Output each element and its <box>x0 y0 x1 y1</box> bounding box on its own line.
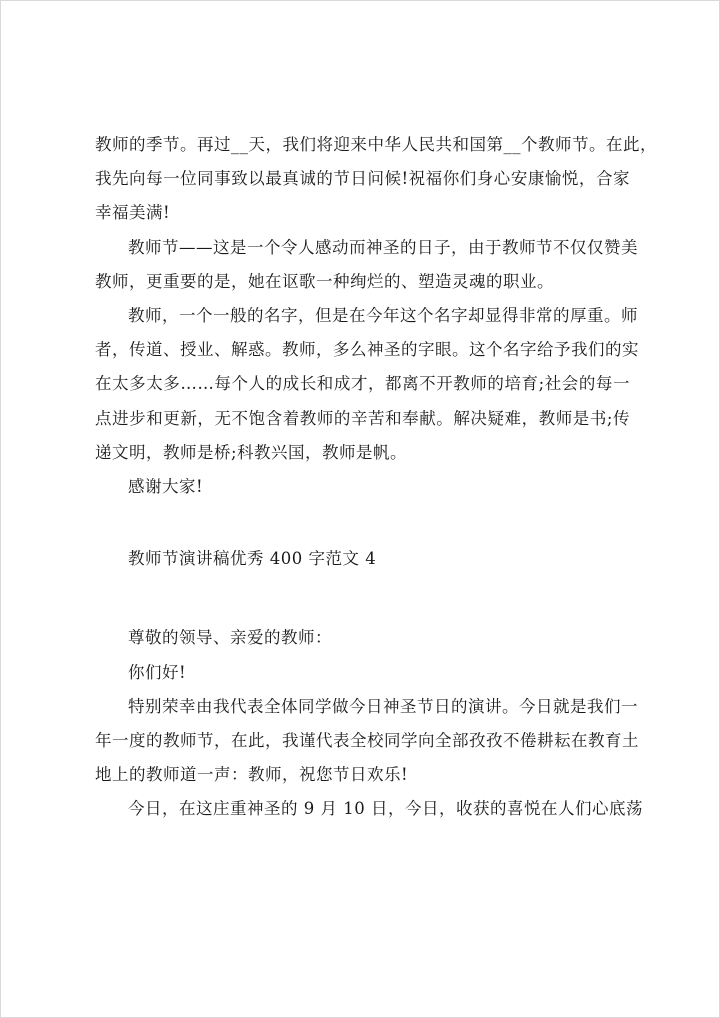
text-line: 者，传道、授业、解惑。教师，多么神圣的字眼。这个名字给予我们的实 <box>95 340 639 360</box>
salutation <box>95 621 630 655</box>
text-line: 你们好! <box>128 662 187 682</box>
text-line: 我先向每一位同事致以最真诚的节日问候!祝福你们身心安康愉悦，合家 <box>95 169 630 189</box>
text-line: 感谢大家! <box>128 477 204 497</box>
text-line: 点进步和更新，无不饱含着教师的辛苦和奉献。解决疑难，教师是书;传 <box>95 408 630 428</box>
text-line: 尊敬的领导、亲爱的教师： <box>128 628 332 648</box>
paragraph-6 <box>95 792 643 826</box>
heading-text: 教师节演讲稿优秀 400 字范文 4 <box>128 549 377 569</box>
text-line: 递文明，教师是桥;科教兴国，教师是帆。 <box>95 442 408 462</box>
paragraph-1 <box>95 128 657 231</box>
paragraph-4 <box>95 470 630 504</box>
text-line: 教师的季节。再过__天，我们将迎来中华人民共和国第__个教师节。在此， <box>95 135 657 154</box>
document-body <box>95 128 657 827</box>
text-line: 今日，在这庄重神圣的 9 月 10 日，今日，收获的喜悦在人们心底荡 <box>128 799 643 819</box>
text-line: 在太多太多……每个人的成长和成才，都离不开教师的培育;社会的每一 <box>95 374 630 394</box>
paragraph-3 <box>95 299 639 470</box>
text-line: 地上的教师道一声：教师，祝您节日欢乐! <box>95 765 409 785</box>
text-line: 幸福美满! <box>95 203 171 223</box>
text-line: 特别荣幸由我代表全体同学做今日神圣节日的演讲。今日就是我们一 <box>128 696 638 716</box>
paragraph-5 <box>95 690 639 793</box>
greeting <box>95 656 630 690</box>
text-line: 教师节——这是一个令人感动而神圣的日子，由于教师节不仅仅赞美 <box>128 237 638 257</box>
section-heading <box>95 542 630 576</box>
text-line: 教师，更重要的是，她在讴歌一种绚烂的、塑造灵魂的职业。 <box>95 271 554 291</box>
text-line: 教师，一个一般的名字，但是在今年这个名字却显得非常的厚重。师 <box>128 306 638 326</box>
paragraph-2 <box>95 231 638 299</box>
text-line: 年一度的教师节，在此，我谨代表全校同学向全部孜孜不倦耕耘在教育土 <box>95 731 639 751</box>
